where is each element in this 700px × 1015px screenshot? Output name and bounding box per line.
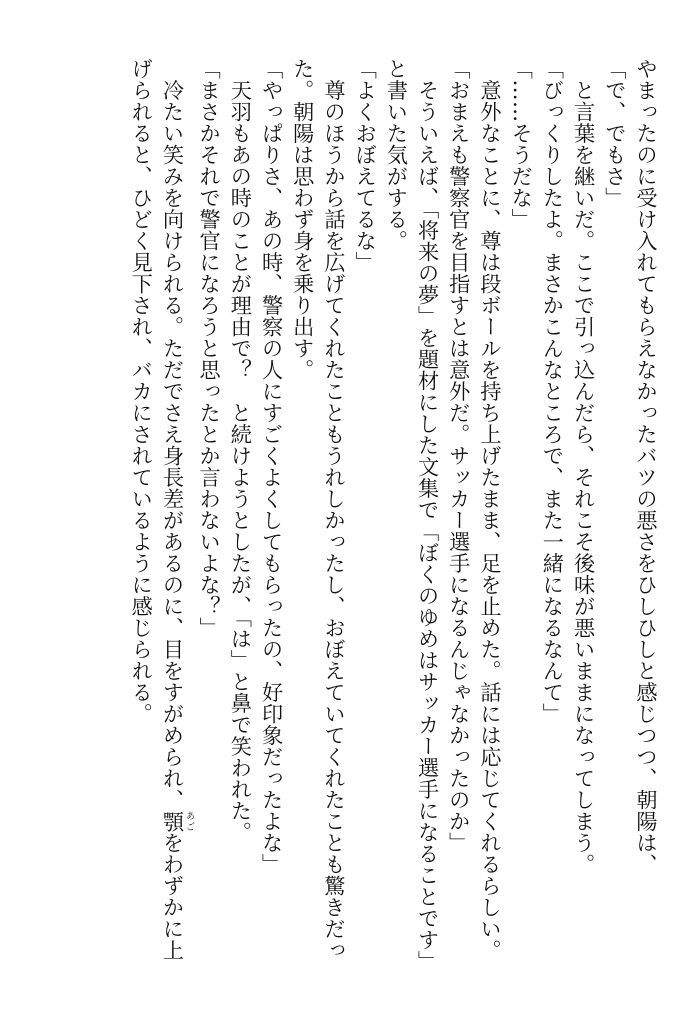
text-line-9: と書いた気がする。 <box>384 58 410 252</box>
ruby-base: 顎 <box>160 810 186 832</box>
vertical-text-body <box>126 58 662 972</box>
text-line-2: 「で、でもさ」 <box>602 58 628 209</box>
text-line-6: 意外なことに、尊は段ボールを持ち上げたまま、足を止めた。話には応じてくれるらしい。 <box>477 58 503 961</box>
text-line-7: 「おまえも警察官を目指すとは意外だ。サッカー選手になるんじゃなかったのか」 <box>446 58 472 854</box>
text-line-14: 天羽もあの時のことが理由で？ と続けようとしたが、「は」と鼻で笑われた。 <box>228 58 254 843</box>
text-line-16-tail: をわずかに上 <box>160 832 186 961</box>
text-line-13: 「やっぱりさ、あの時、警察の人にすごくよくしてもらったの、好印象だったよな」 <box>259 58 285 875</box>
text-line-4: 「びっくりしたよ。まさかこんなところで、また一緒になるなんて」 <box>540 58 566 725</box>
text-line-16-main: 冷たい笑みを向けられる。ただでさえ身長差があるのに、目をすがめられ、 <box>160 58 186 811</box>
text-line-15: 「まさかそれで警官になろうと思ったとか言わないよな？」 <box>197 58 223 639</box>
ruby-word <box>160 810 194 833</box>
text-line-10: 「よくおぼえてるな」 <box>353 58 379 273</box>
text-line-11: 尊のほうから話を広げてくれたこともうれしかったし、おぼえていてくれたことも驚きだっ <box>321 58 347 961</box>
text-line-17: げられると、ひどく見下され、バカにされているように感じられる。 <box>129 58 155 725</box>
text-line-5: 「……そうだな」 <box>509 58 535 230</box>
text-line-3: と言葉を継いだ。ここで引っ込んだら、それこそ後味が悪いままになってしまう。 <box>571 58 597 875</box>
text-line-12: た。朝陽は思わず身を乗り出す。 <box>290 58 316 381</box>
text-line-1: やまったのに受け入れてもらえなかったバツの悪さをひしひしと感じつつ、朝陽は、 <box>634 58 659 875</box>
ruby-reading: あご <box>183 810 194 832</box>
text-line-8: そういえば、「将来の夢」を題材にした文集で「ぼくのゆめはサッカー選手になることです」 <box>415 58 441 972</box>
text-line-16 <box>157 58 194 961</box>
